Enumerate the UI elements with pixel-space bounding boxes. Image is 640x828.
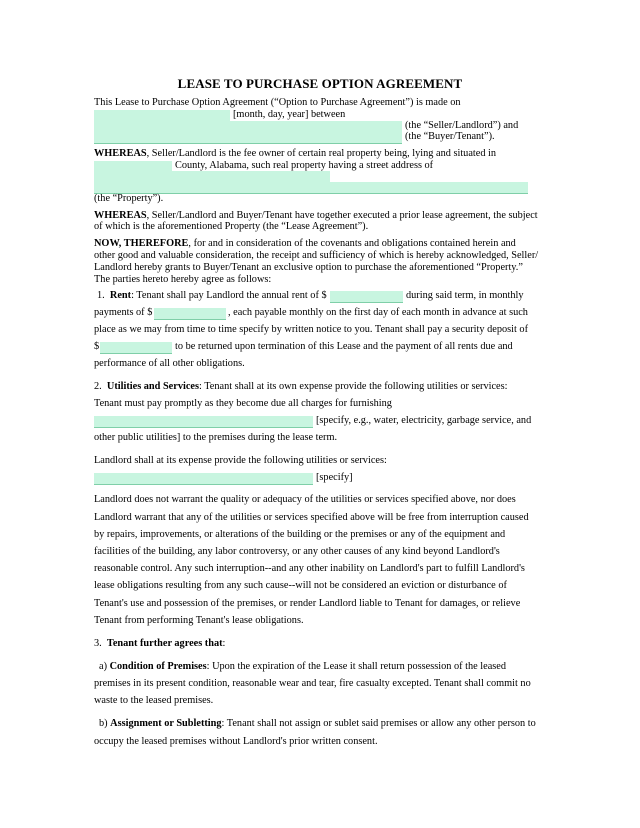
date-label: [month, day, year] between [233, 109, 346, 120]
utilities-paragraph-line: lease obligations resulting from any such cause--will not be considered an eviction or disturbance of [94, 580, 507, 591]
security-deposit-field[interactable] [100, 342, 172, 354]
utilities-paragraph-line: Landlord does not warrant the quality or adequacy of the utilities or services specified above, nor does [94, 494, 516, 505]
utilities-line4: other public utilities] to the premises during the lease term. [94, 432, 338, 443]
monthly-payment-field[interactable] [154, 308, 226, 320]
now-line1 [94, 238, 516, 250]
utilities-line2: Tenant must pay promptly as they become due all charges for furnishing [94, 398, 392, 409]
tenant-colon: : [222, 638, 226, 649]
seller-label: (the “Seller/Landlord”) and [405, 120, 519, 131]
whereas1-text: , Seller/Landlord is the fee owner of certain real property being, lying and situated in [146, 148, 497, 159]
whereas2-bold: WHEREAS [94, 210, 147, 221]
condition-line3: waste to the leased premises. [94, 695, 214, 706]
assignment-text: : Tenant shall not assign or sublet said premises or allow any other person to [221, 718, 536, 729]
utilities-paragraph-line: Tenant's use and possession of the premises, or render Landlord liable to Tenant for damages, or relieve [94, 598, 521, 609]
tenant-utilities-field[interactable] [94, 416, 313, 428]
whereas2-line2: of which is the aforementioned Property (the “Lease Agreement”). [94, 221, 369, 232]
tenant-num: 3. [94, 638, 102, 649]
rent-line5: performance of all other obligations. [94, 358, 245, 369]
now-line2: other good and valuable consideration, the receipt and sufficiency of which is hereby acknowledged, Seller/ [94, 250, 539, 261]
buyer-label: (the “Buyer/Tenant”). [405, 131, 495, 142]
buyer-name-field[interactable] [94, 132, 402, 144]
utilities-bold: Utilities and Services [106, 381, 199, 392]
whereas1-line1 [94, 148, 496, 160]
utilities-num: 2. [94, 381, 102, 392]
utilities-line6: [specify] [316, 472, 353, 483]
rent-line2-start: payments of $ [94, 307, 153, 318]
rent-line1-end: during said term, in monthly [406, 290, 524, 301]
landlord-utilities-field[interactable] [94, 473, 313, 485]
utilities-paragraph-line: by repairs, improvements, or alterations of the building or the premises or any of the equipment and [94, 529, 506, 540]
rent-num: 1. [97, 290, 105, 301]
tenant-bold: Tenant further agrees that [106, 638, 223, 649]
now-line3: Landlord hereby grants to Buyer/Tenant an exclusive option to purchase the aforementioned “Property.” [94, 262, 523, 273]
assignment-line1 [99, 718, 536, 730]
utilities-text1: : Tenant shall at its own expense provide the following utilities or services: [198, 381, 508, 392]
whereas1-line2: County, Alabama, such real property having a street address of [175, 160, 434, 171]
rent-line3: place as we may from time to time specify by written notice to you. Tenant shall pay a security deposit of [94, 324, 529, 335]
now-line4: The parties hereto hereby agree as follows: [94, 274, 272, 285]
utilities-line1 [94, 381, 508, 393]
now-bold: NOW, THEREFORE [94, 238, 189, 249]
utilities-paragraph-line: Landlord warrant that any of the utilities or services specified above will be free from interruption caused [94, 512, 529, 523]
rent-line1 [97, 290, 327, 302]
condition-text: : Upon the expiration of the Lease it shall return possession of the leased [206, 661, 507, 672]
utilities-line5: Landlord shall at its expense provide the following utilities or services: [94, 455, 387, 466]
whereas1-bold: WHEREAS [94, 148, 147, 159]
annual-rent-field[interactable] [330, 291, 403, 303]
rent-bold: Rent [109, 290, 132, 301]
whereas1-line4: (the “Property”). [94, 193, 164, 204]
rent-text1: : Tenant shall pay Landlord the annual rent of $ [131, 290, 327, 301]
assignment-label: b) [99, 718, 108, 729]
utilities-paragraph-line: Tenant from performing Tenant's lease obligations. [94, 615, 304, 626]
condition-line1 [99, 661, 506, 673]
tenant-heading [94, 638, 225, 650]
rent-line4-end: to be returned upon termination of this Lease and the payment of all rents due and [175, 341, 513, 352]
assignment-line2: occupy the leased premises without Landlord's prior written consent. [94, 736, 378, 747]
assignment-bold: Assignment or Subletting [110, 718, 222, 729]
intro-line: This Lease to Purchase Option Agreement (“Option to Purchase Agreement”) is made on [94, 97, 461, 108]
condition-bold: Condition of Premises [109, 661, 207, 672]
whereas2-text: , Seller/Landlord and Buyer/Tenant have together executed a prior lease agreement, the subject [146, 210, 538, 221]
condition-label: a) [99, 661, 107, 672]
rent-line2-end: , each payable monthly on the first day of each month in advance at such [228, 307, 528, 318]
utilities-paragraph-line: reasonable control. Any such interruption--and any other inability on Landlord's part to fulfill Landlord's [94, 563, 525, 574]
rent-line4-start: $ [94, 341, 100, 352]
now-text: , for and in consideration of the covenants and obligations contained herein and [188, 238, 516, 249]
condition-line2: premises in its present condition, reasonable wear and tear, fire casualty excepted. Tenant shall commit no [94, 678, 531, 689]
document-title: LEASE TO PURCHASE OPTION AGREEMENT [177, 76, 463, 91]
utilities-line3: [specify, e.g., water, electricity, garbage service, and [316, 415, 532, 426]
utilities-paragraph-line: facilities of the building, any labor controversy, or any other causes of any kind beyond Landlord's [94, 546, 500, 557]
